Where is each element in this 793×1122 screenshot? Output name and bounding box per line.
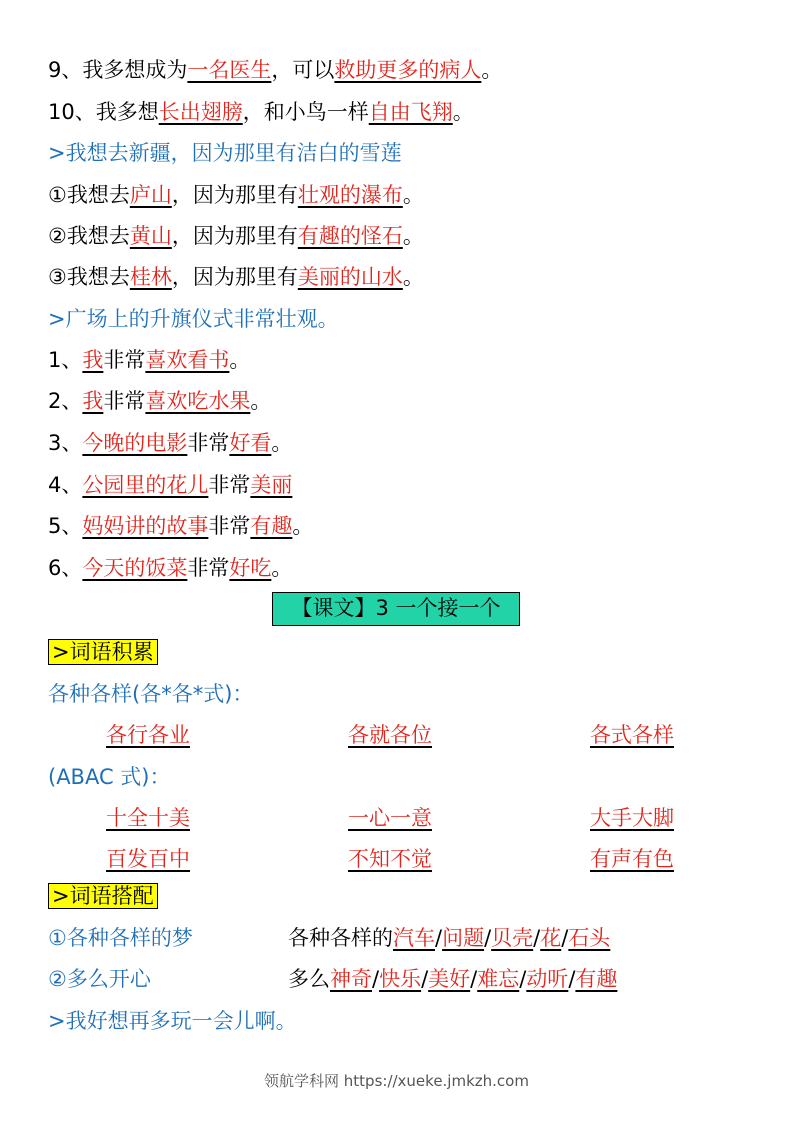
answer-text: 美丽的山水 [297,265,403,289]
sentence-text: 2、 [48,389,83,413]
sentence-text: ①我想去 [48,183,130,207]
sentence-line [48,553,763,583]
match-word: 有趣 [575,967,618,991]
word: 不知不觉 [348,847,432,871]
separator: / [484,926,492,950]
answer-text: 桂林 [129,265,172,289]
separator: / [421,967,429,991]
sentence-line [48,138,763,168]
sentence-line [48,345,763,375]
section-match-heading [48,881,763,911]
match-words [393,926,610,950]
sentence-text: 。 [402,183,424,207]
sentence-line [48,262,763,292]
sentence-text: 非常 [187,431,230,455]
sentence-line [48,55,763,85]
word: 百发百中 [106,847,190,871]
answer-text: 妈妈讲的故事 [82,514,209,538]
sentence-line [48,511,763,541]
separator: / [372,967,380,991]
sentence-text: 非常 [208,473,251,497]
word: 大手大脚 [590,806,674,830]
sentence-text: 9、我多想成为 [48,58,188,82]
sentence-text: 非常 [187,556,230,580]
section-vocab-heading [48,637,763,667]
match-word: 动听 [526,967,569,991]
match-prefix: 多么 [288,967,330,991]
match-word: 难忘 [477,967,520,991]
answer-text: 我 [82,348,104,372]
match-right [288,923,610,953]
answer-text: 好看 [229,431,272,455]
answer-text: 美丽 [250,473,293,497]
answer-text: 今晚的电影 [82,431,188,455]
match-word: 美好 [428,967,471,991]
sentence-text: >广场上的升旗仪式非常壮观。 [48,307,339,331]
abac-words-row-2 [0,844,793,874]
section-label: >词语搭配 [48,883,158,909]
sentence-text: 。 [292,514,314,538]
answer-text: 我 [82,389,104,413]
word: 各行各业 [106,723,190,747]
word: 有声有色 [590,847,674,871]
sentence-line [48,221,763,251]
sentence-line [48,180,763,210]
sentence-line [48,97,763,127]
sentence-text: 。 [402,224,424,248]
sentence-text: 非常 [103,389,146,413]
match-left: ①各种各样的梦 [48,926,193,950]
match-word: 汽车 [393,926,435,950]
sentence-text: 5、 [48,514,83,538]
match-word: 快乐 [379,967,422,991]
sentence-text: 。 [229,348,251,372]
sentence-text: 6、 [48,556,83,580]
sentence-text: 。 [250,389,272,413]
footer-watermark: 领航学科网 https://xueke.jmkzh.com [264,1072,529,1090]
sentence-line [48,304,763,334]
separator: / [470,967,478,991]
sentence-text: ，可以 [271,58,335,82]
word: 各就各位 [348,723,432,747]
match-row-1 [48,923,763,953]
answer-text: 有趣 [250,514,293,538]
separator: / [561,926,569,950]
answer-text: 好吃 [229,556,272,580]
match-word: 贝壳 [491,926,534,950]
sentence-text: ③我想去 [48,265,130,289]
sentence-text: 非常 [208,514,251,538]
sentence-text: 4、 [48,473,83,497]
match-word: 花 [540,926,562,950]
sentence-line [48,470,763,500]
match-word: 石头 [568,926,611,950]
separator: / [568,967,576,991]
answer-text: 喜欢看书 [145,348,230,372]
sentence-text: 非常 [103,348,146,372]
answer-text: 长出翅膀 [158,100,243,124]
answer-text: 庐山 [129,183,172,207]
abac-label: (ABAC 式)： [48,765,171,789]
match-right [288,964,617,994]
match-word: 神奇 [330,967,372,991]
sentence-text: ，因为那里有 [171,183,298,207]
sentence-text: ，因为那里有 [171,224,298,248]
sentence-text: 。 [452,100,474,124]
match-prefix: 各种各样的 [288,926,393,950]
word: 一心一意 [348,806,432,830]
answer-text: 今天的饭菜 [82,556,188,580]
gezhong-label: 各种各样(各*各*式)： [48,682,254,706]
answer-text: 黄山 [129,224,172,248]
last-line: >我好想再多玩一会儿啊。 [48,1009,297,1033]
sentence-line [48,386,763,416]
lesson-title: 【课文】3 一个接一个 [272,592,520,626]
sentence-text: 。 [271,556,293,580]
answer-text: 有趣的怪石 [297,224,403,248]
sentence-text: 。 [271,431,293,455]
match-row-2 [48,964,763,994]
sentence-text: 。 [402,265,424,289]
match-left: ②多么开心 [48,967,151,991]
sentence-text: 3、 [48,431,83,455]
match-word: 问题 [442,926,485,950]
sentence-text: >我想去新疆，因为那里有洁白的雪莲 [48,141,402,165]
answer-text: 喜欢吃水果 [145,389,251,413]
answer-text: 救助更多的病人 [334,58,482,82]
gezhong-words-row [0,720,793,750]
answer-text: 壮观的瀑布 [297,183,403,207]
word: 各式各样 [590,723,674,747]
sentence-line [48,428,763,458]
separator: / [435,926,443,950]
sentence-text: 10、我多想 [48,100,159,124]
answer-text: 公园里的花儿 [82,473,209,497]
separator: / [519,967,527,991]
sentence-text: ，和小鸟一样 [242,100,369,124]
match-words [330,967,617,991]
separator: / [533,926,541,950]
section-label: >词语积累 [48,639,158,665]
abac-words-row-1 [0,803,793,833]
sentence-text: ，因为那里有 [171,265,298,289]
sentence-text: 1、 [48,348,83,372]
word: 十全十美 [106,806,190,830]
sentence-text: ②我想去 [48,224,130,248]
sentence-text: 。 [481,58,503,82]
answer-text: 自由飞翔 [368,100,453,124]
answer-text: 一名医生 [187,58,272,82]
